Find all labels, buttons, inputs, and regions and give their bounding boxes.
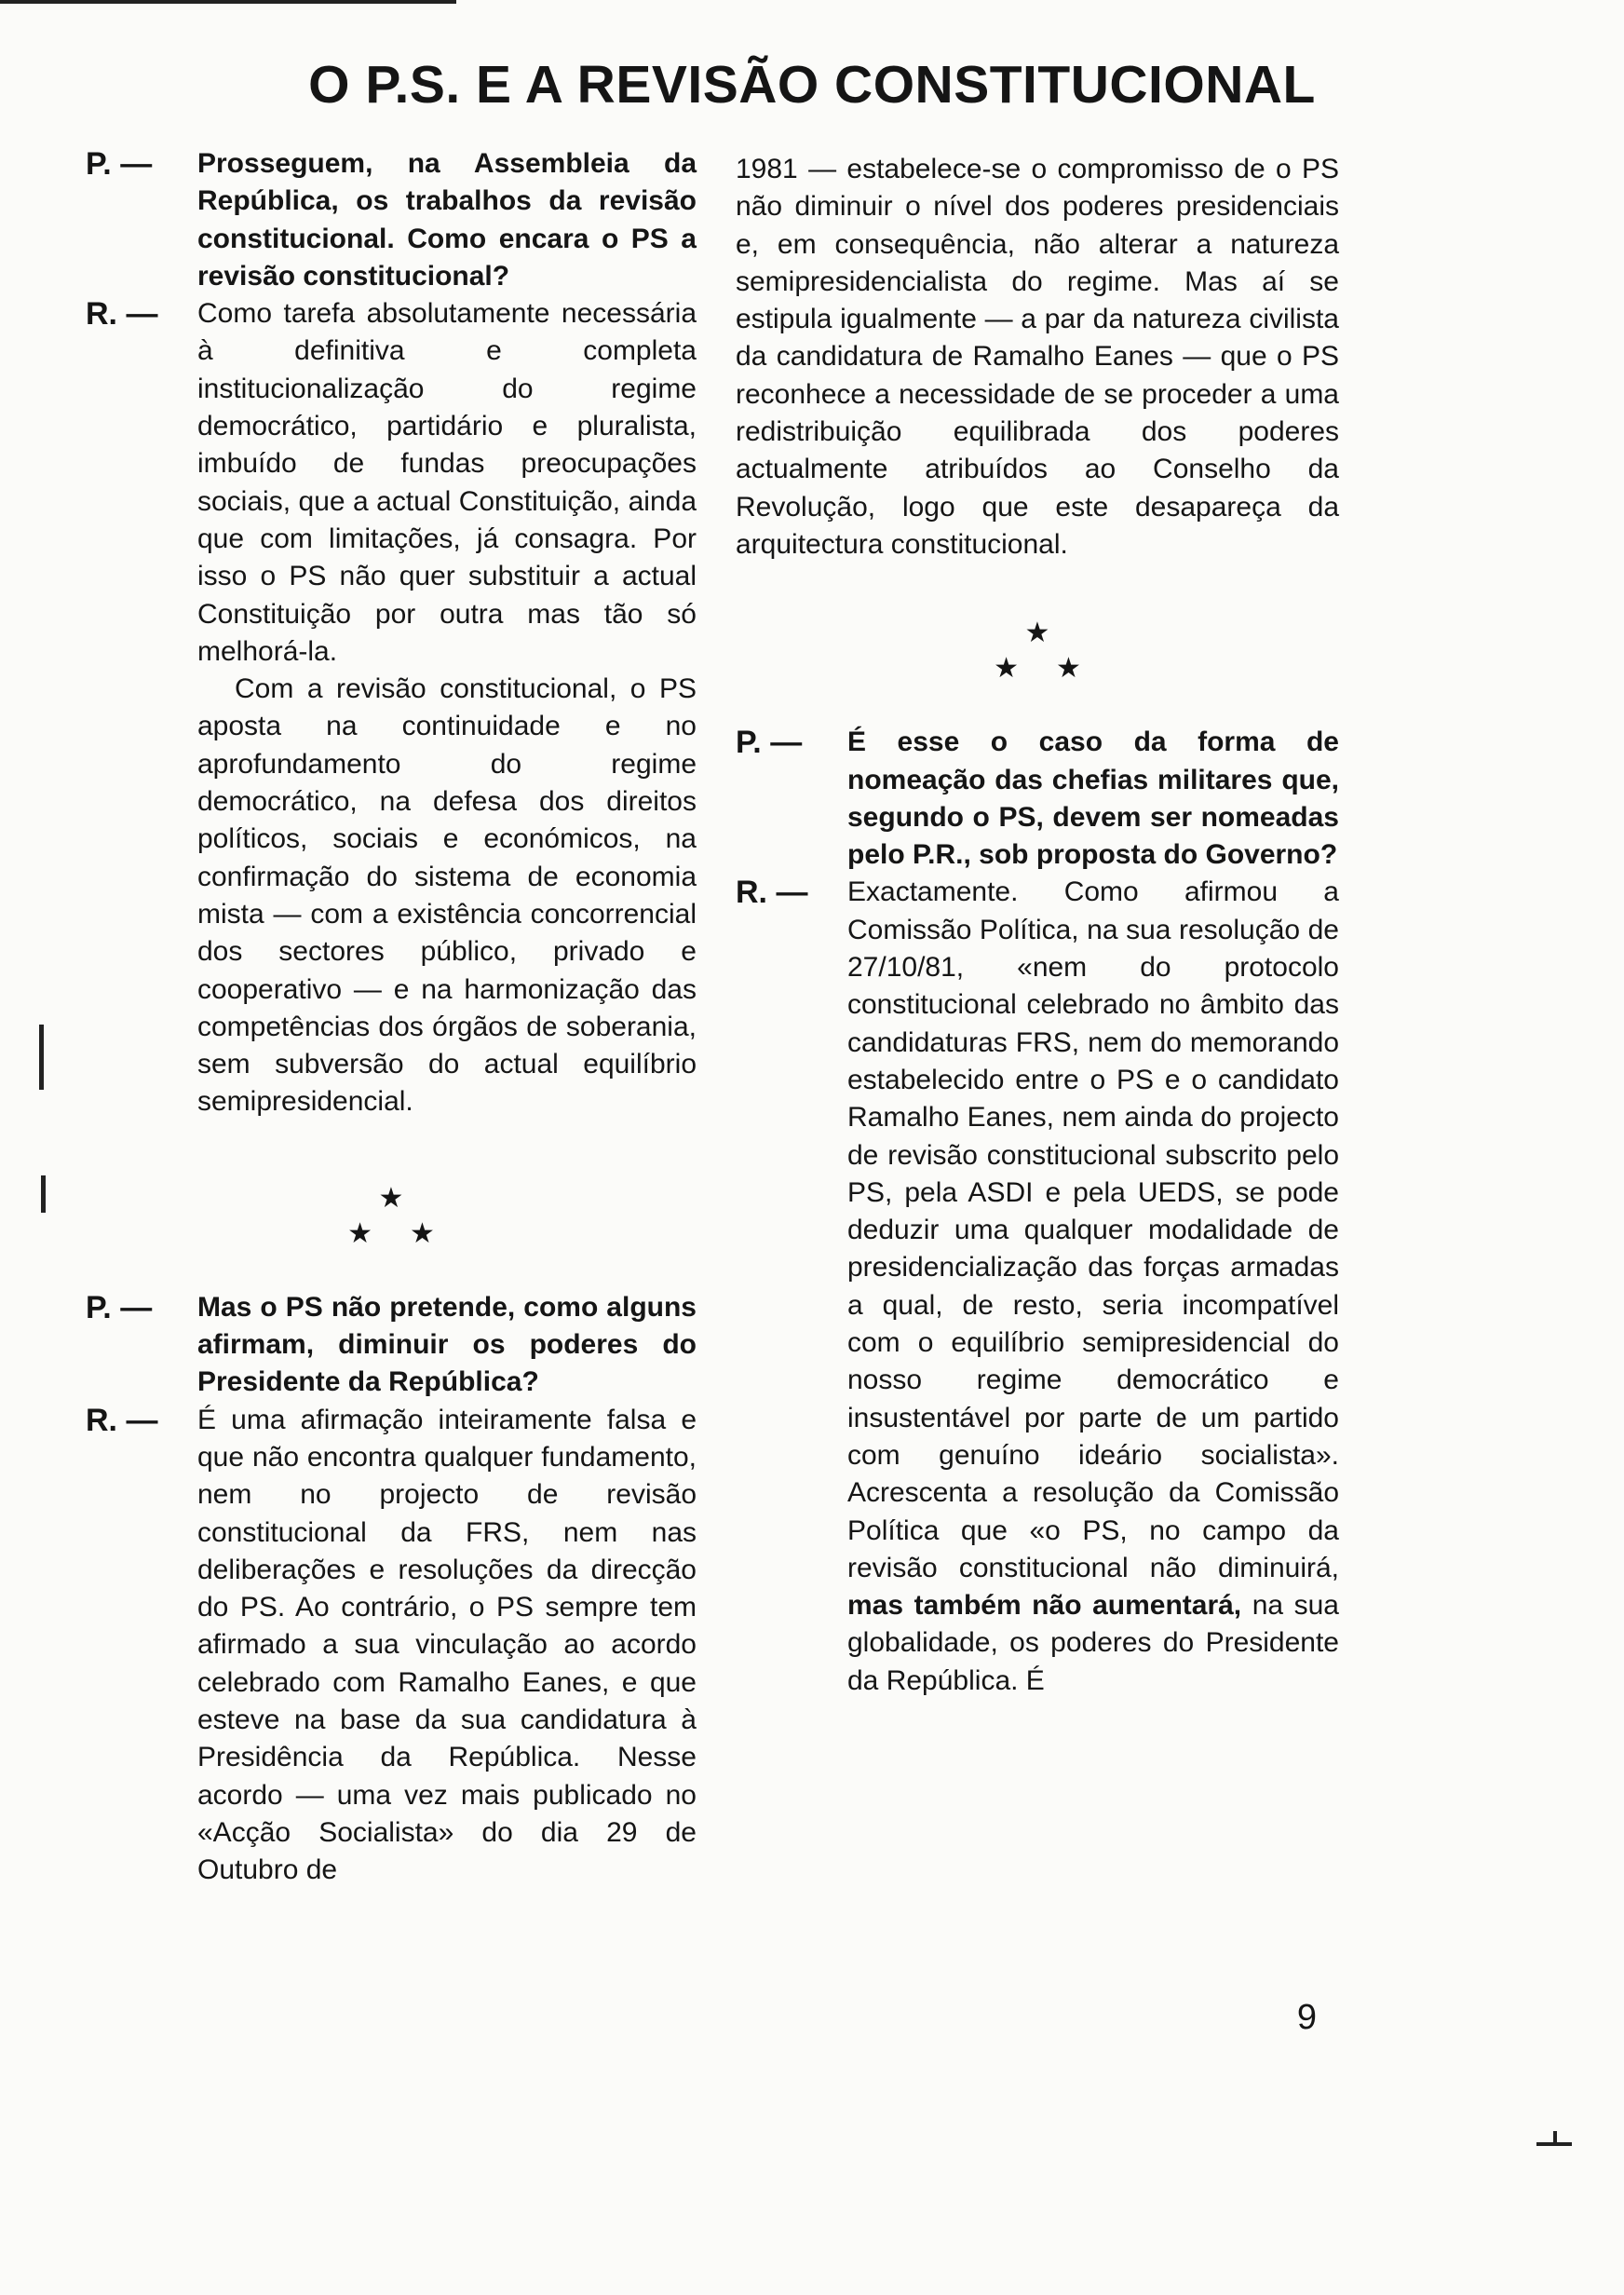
answer-text-part: Exactamente. Como afirmou a Comissão Política, na sua resolução de 27/10/81, «nem do protocolo constitucional celebrado no âmbito das candidaturas FRS, nem do memorando estabelecido entre o PS e o candidato Ramalho Eanes, nem ainda do projecto de revisão constitucional subscrito pelo PS, pela ASDI e pela UEDS, se pode deduzir uma qualquer modalidade de presidencialização das forças armadas a qual, de resto, seria incompatível com o equilíbrio semipresidencial do nosso regime democrático e insustentável por parte de um partido com genuíno ideário socialista». Acrescenta a resolução da Comissão Política que «o PS, no campo da revisão constitucional não diminuirá, — [847, 876, 1339, 1583]
separator-star: ★ — [347, 1217, 410, 1249]
left-column — [86, 145, 697, 1889]
answer-3 — [736, 874, 1339, 1700]
section-separator — [736, 616, 1339, 686]
question-3 — [736, 724, 1339, 874]
answer-paragraph: Como tarefa absolutamente necessária à definitiva e completa institucionalização do regime democrático, partidário e pluralista, imbuído de fundas preocupações sociais, que a actual Constituição, ainda que com limitações, já consagra. Por isso o PS não quer substituir a actual Constituição por outra mas tão só melhorá-la. — [197, 298, 697, 667]
question-1 — [86, 145, 697, 295]
section-separator — [86, 1181, 697, 1252]
question-text: Prosseguem, na Assembleia da República, os trabalhos da revisão constitucional. Como encara o PS a revisão constitucional? — [197, 148, 697, 292]
page-number: 9 — [1296, 1998, 1317, 2037]
answer-text — [847, 874, 1339, 1700]
question-label: P. — — [86, 146, 153, 182]
separator-star: ★ — [378, 1182, 404, 1214]
answer-label: R. — — [86, 1402, 158, 1438]
separator-star: ★ — [1024, 618, 1050, 649]
question-2 — [86, 1289, 697, 1402]
answer-body — [197, 295, 697, 1121]
scan-margin-mark — [41, 1175, 46, 1213]
answer-text-part: na sua globalidade, os poderes do Presidente da República. É — [847, 1590, 1339, 1696]
top-rule — [0, 0, 456, 4]
question-label: P. — — [736, 725, 803, 761]
answer-1 — [86, 295, 697, 1121]
separator-star: ★ — [1056, 653, 1118, 685]
page-title: O P.S. E A REVISÃO CONSTITUCIONAL — [308, 55, 1316, 115]
answer-2 — [86, 1402, 697, 1890]
question-text: É esse o caso da forma de nomeação das chefias militares que, segundo o PS, devem ser nomeadas pelo P.R., sob proposta do Governo? — [847, 727, 1339, 871]
right-column — [736, 151, 1339, 1700]
answer-label: R. — — [736, 875, 808, 911]
question-label: P. — — [86, 1289, 153, 1325]
answer-paragraph: Com a revisão constitucional, o PS aposta na continuidade e no aprofundamento do regime democrático, na defesa dos direitos políticos, sociais e económicos, na confirmação do sistema de economia mista — com a existência concorrencial dos sectores público, privado e cooperativo — e na harmonização das competências dos órgãos de soberania, sem subversão do actual equilíbrio semipresidencial. — [197, 673, 697, 1118]
question-text: Mas o PS não pretende, como alguns afirmam, diminuir os poderes do Presidente da República? — [197, 1291, 697, 1398]
answer-text: É uma afirmação inteiramente falsa e que não encontra qualquer fundamento, nem no projecto de revisão constitucional da FRS, nem nas deliberações e resoluções da direcção do PS. Ao contrário, o PS sempre tem afirmado a sua vinculação ao acordo celebrado com Ramalho Eanes, e que esteve na base da sua candidatura à Presidência da República. Nesse acordo — uma vez mais publicado no «Acção Socialista» do dia 29 de Outubro de — [197, 1404, 697, 1886]
scan-margin-mark — [39, 1025, 44, 1090]
answer-emphasis: mas também não aumentará, — [847, 1590, 1242, 1622]
continued-paragraph: 1981 — estabelece-se o compromisso de o PS não diminuir o nível dos poderes presidenciais e, em consequência, não alterar a natureza semipresidencialista do regime. Mas aí se estipula igualmente — a par da natureza civilista da candidatura de Ramalho Eanes — que o PS reconhece a necessidade de se proceder a uma redistribuição equilibrada dos poderes actualmente atribuídos ao Conselho da Revolução, logo que este desapareça da arquitectura constitucional. — [736, 154, 1339, 560]
crop-mark — [1553, 2131, 1557, 2146]
separator-star: ★ — [994, 653, 1056, 685]
separator-star: ★ — [410, 1217, 472, 1249]
answer-label: R. — — [86, 296, 158, 333]
